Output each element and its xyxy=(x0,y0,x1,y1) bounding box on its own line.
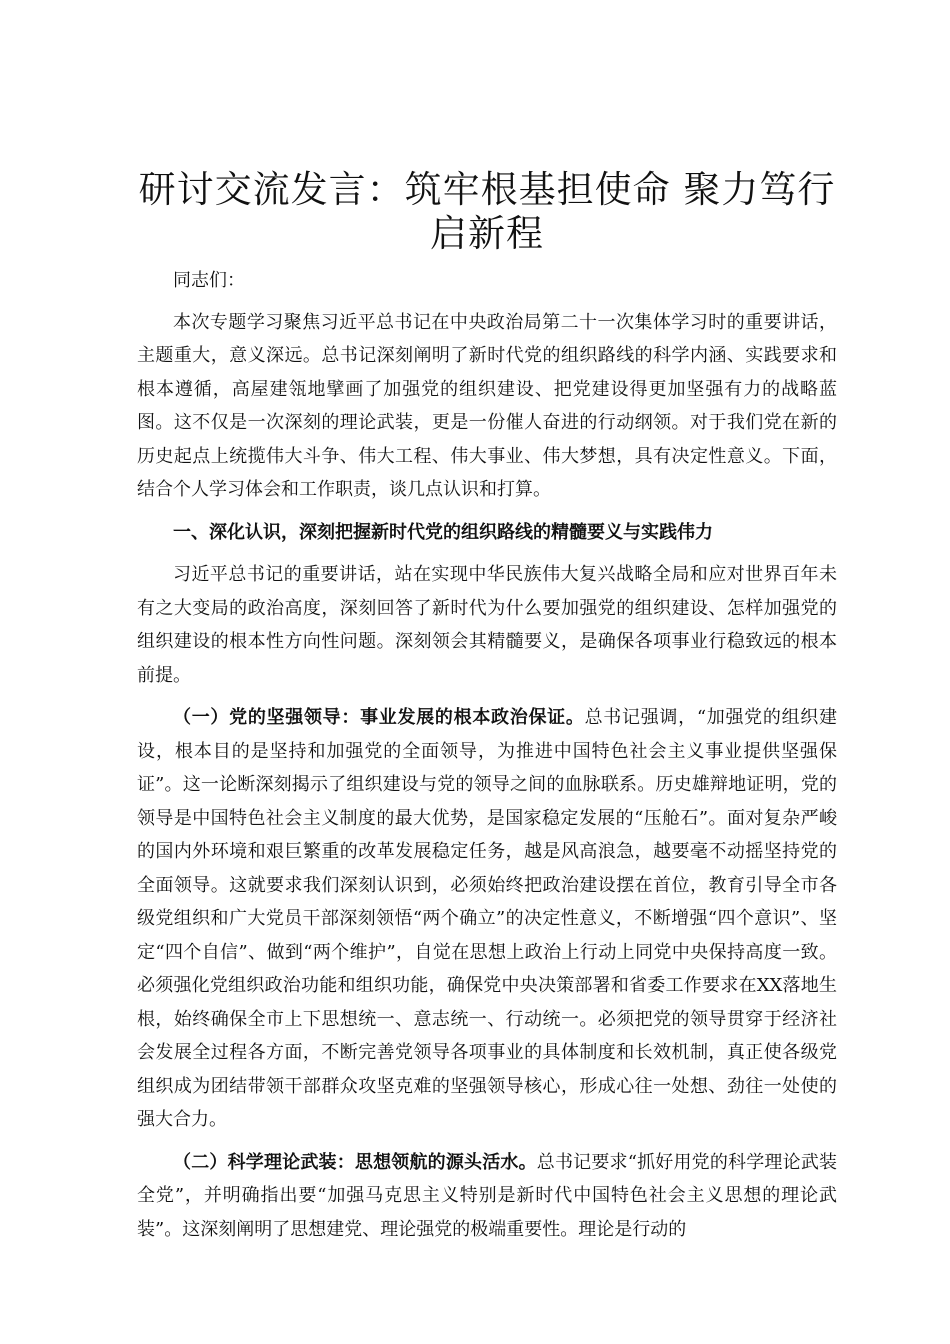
point-1-lead: （一）党的坚强领导：事业发展的根本政治保证。 xyxy=(173,707,585,728)
point-2-text: 总书记要求“抓好用党的科学理论武装全党”，并明确指出要“加强马克思主义特别是新时代中国特色社会主义思想的理论武装”。这深刻阐明了思想建党、理论强党的极端重要性。理论是行动的 xyxy=(137,1151,838,1240)
intro-paragraph: 本次专题学习聚焦习近平总书记在中央政治局第二十一次集体学习时的重要讲话，主题重大，意义深远。总书记深刻阐明了新时代党的组织路线的科学内涵、实践要求和根本遵循，高屋建瓴地擘画了加强党的组织建设、把党建设得更加坚强有力的战略蓝图。这不仅是一次深刻的理论武装，更是一份催人奋进的行动纲领。对于我们党在新的历史起点上统揽伟大斗争、伟大工程、伟大事业、伟大梦想，具有决定性意义。下面，结合个人学习体会和工作职责，谈几点认识和打算。 xyxy=(137,311,837,500)
document-title: 研讨交流发言：筑牢根基担使命 聚力笃行启新程 xyxy=(138,168,836,255)
point-1-text: 总书记强调，“加强党的组织建设，根本目的是坚持和加强党的全面领导，为推进中国特色社会主义事业提供坚强保证”。这一论断深刻揭示了组织建设与党的领导之间的血脉联系。历史雄辩地证明，党的领导是中国特色社会主义制度的最大优势，是国家稳定发展的“压舱石”。面对复杂严峻的国内外环境和艰巨繁重的改革发展稳定任务，越是风高浪急，越要毫不动摇坚持党的全面领导。这就要求我们深刻认识到，必须始终把政治建设摆在首位，教育引导全市各级党组织和广大党员干部深刻领悟“两个确立”的决定性意义，不断增强“四个意识”、坚定“四个自信”、做到“两个维护”，自觉在思想上政治上行动上同党中央保持高度一致。必须强化党组织政治功能和组织功能，确保党中央决策部署和省委工作要求在XX落地生根，始终确保全市上下思想统一、意志统一、行动统一。必须把党的领导贯穿于经济社会发展全过程各方面，不断完善党领导各项事业的具体制度和长效机制，真正使各级党组织成为团结带领干部群众攻坚克难的坚强领导核心，形成心往一处想、劲往一处使的强大合力。 xyxy=(137,707,838,1130)
point-2-paragraph xyxy=(137,1146,837,1247)
point-2-lead: （二）科学理论武装：思想领航的源头活水。 xyxy=(173,1151,537,1173)
point-1-paragraph xyxy=(137,701,837,1137)
document-page xyxy=(137,168,837,1246)
section-1-paragraph: 习近平总书记的重要讲话，站在实现中华民族伟大复兴战略全局和应对世界百年未有之大变局的政治高度，深刻回答了新时代为什么要加强党的组织建设、怎样加强党的组织建设的根本性方向性问题。深刻领会其精髓要义，是确保各项事业行稳致远的根本前提。 xyxy=(137,564,837,686)
section-heading-1: 一、深化认识，深刻把握新时代党的组织路线的精髓要义与实践伟力 xyxy=(173,521,713,543)
greeting: 同志们： xyxy=(173,270,245,291)
